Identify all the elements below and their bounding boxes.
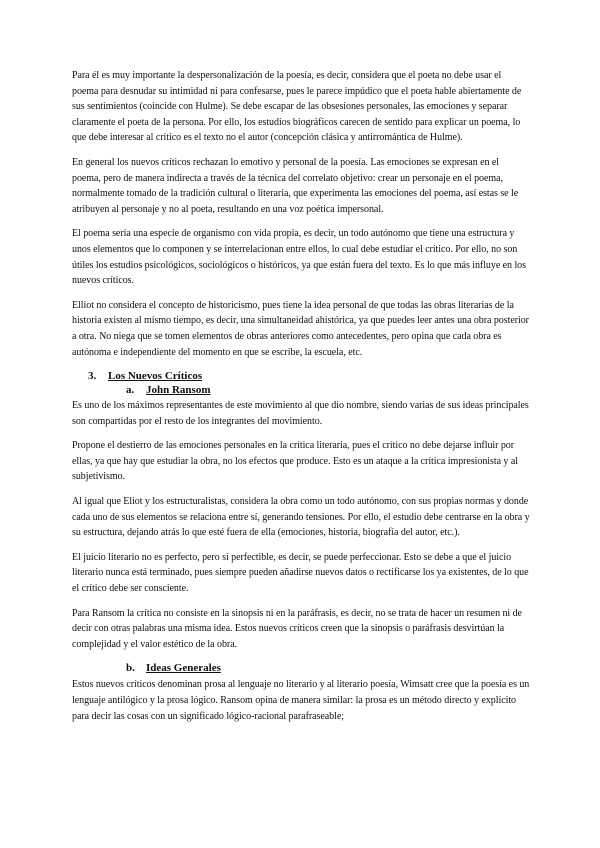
paragraph-obra-autonoma: Al igual que Eliot y los estructuralistas, considera la obra como un todo autónomo, con sus propias normas y donde cada uno de sus elementos se relaciona entre sí, generando tensiones. Por ello, el estudio debe centrarse en la obra y su estructura, dejando atrás lo que esté fuera de ella (emociones, historia, biografía del autor, etc.). bbox=[72, 496, 530, 539]
paragraph-prosa-poesia: Estos nuevos críticos denominan prosa al lenguaje no literario y al literario poesía, Wimsatt cree que la poesía es un lenguaje antilógico y la prosa lógico. Ransom opina de manera similar: la prosa es un método directo y explícito para decir las cosas con un significado lógico-racional parafraseable; bbox=[72, 679, 530, 722]
paragraph-juicio-literario: El juicio literario no es perfecto, pero sí perfectible, es decir, se puede perfeccionar. Esto se debe a que el juicio literario nunca está terminado, pues siempre pueden añadirse nuevos datos o rectificarse los ya existentes, de lo que el crítico debe ser consciente. bbox=[72, 551, 529, 595]
paragraph-emociones: En general los nuevos críticos rechazan lo emotivo y personal de la poesía. Las emociones se expresan en el poema, pero de manera indirecta a través de la técnica del correlato objetivo: crear un personaje en el poema, normalmente tomado de la tradición cultural o literaria, que experimenta las emociones del poema, así estas se le atribuyen al personaje y no al poeta, resultando en una voz poética impersonal. bbox=[72, 156, 519, 215]
subsection-letter-a: a. bbox=[126, 384, 135, 397]
paragraph-organismo: El poema sería una especie de organismo con vida propia, es decir, un todo autónomo que tiene una estructura y unos elementos que lo componen y se interrelacionan entre ellos, lo cual debe estudiar el crítico. Por ello, no son útiles los estudios psicológicos, sociológicos o históricos, ya que están fuera del texto. Es lo que más influye en los nuevos críticos. bbox=[72, 228, 526, 287]
subsection-heading-ideas-generales bbox=[126, 661, 530, 676]
subsection-letter-b: b. bbox=[126, 662, 135, 675]
paragraph-sinopsis-parafrasis: Para Ransom la crítica no consiste en la sinopsis ni en la paráfrasis, es decir, no se trata de hacer un resumen ni de decir con otras palabras una misma idea. Estos nuevos críticos creen que la sinopsis o paráfrasis desvirtúan la complejidad y el valor estético de la obra. bbox=[72, 607, 522, 650]
section-title: Los Nuevos Críticos bbox=[108, 370, 203, 383]
subsection-title-a: John Ransom bbox=[146, 384, 211, 397]
paragraph-historicismo: Elliot no considera el concepto de historicismo, pues tiene la idea personal de que todas las obras literarias de la historia existen al mismo tiempo, es decir, una simultaneidad ahistórica, ya que puedes leer antes una obra posterior a otra. No niega que se tomen elementos de obras anteriores como antecedentes, pero opina que cada obra es autónoma e independiente del momento en que se escribe, la escuela, etc. bbox=[72, 299, 529, 358]
subsection-title-b: Ideas Generales bbox=[146, 662, 221, 675]
paragraph-despersonalizacion: Para él es muy importante la despersonalización de la poesía, es decir, considera que el poeta no debe usar el poema para desnudar su intimidad ni para confesarse, pues le parece impúdico que el poeta hable abiertamente de sus sentimientos (coincide con Hulme). Se debe escapar de las obsesiones personales, las emociones y separar claramente el poeta de la persona. Por ello, los estudios biográficos carecen de sentido para explicar un poema, lo que debe interesar al crítico es el texto no el autor (concepción clásica y antirromántica de Hulme). bbox=[72, 70, 522, 144]
subsection-heading-john-ransom bbox=[126, 383, 530, 398]
paragraph-ransom-representante: Es uno de los máximos representantes de este movimiento al que dio nombre, siendo varias de sus ideas principales son compartidas por el resto de los integrantes del movimiento. bbox=[72, 400, 529, 427]
paragraph-destierro-emociones: Propone el destierro de las emociones personales en la crítica literaria, pues el crítico no debe dejarse influir por ellas, ya que hay que estudiar la obra, no los efectos que produce. Esto es un ataque a la crítica impresionista y al subjetivismo. bbox=[72, 440, 518, 483]
section-number: 3. bbox=[88, 370, 97, 383]
section-heading-nuevos-criticos bbox=[88, 369, 530, 383]
